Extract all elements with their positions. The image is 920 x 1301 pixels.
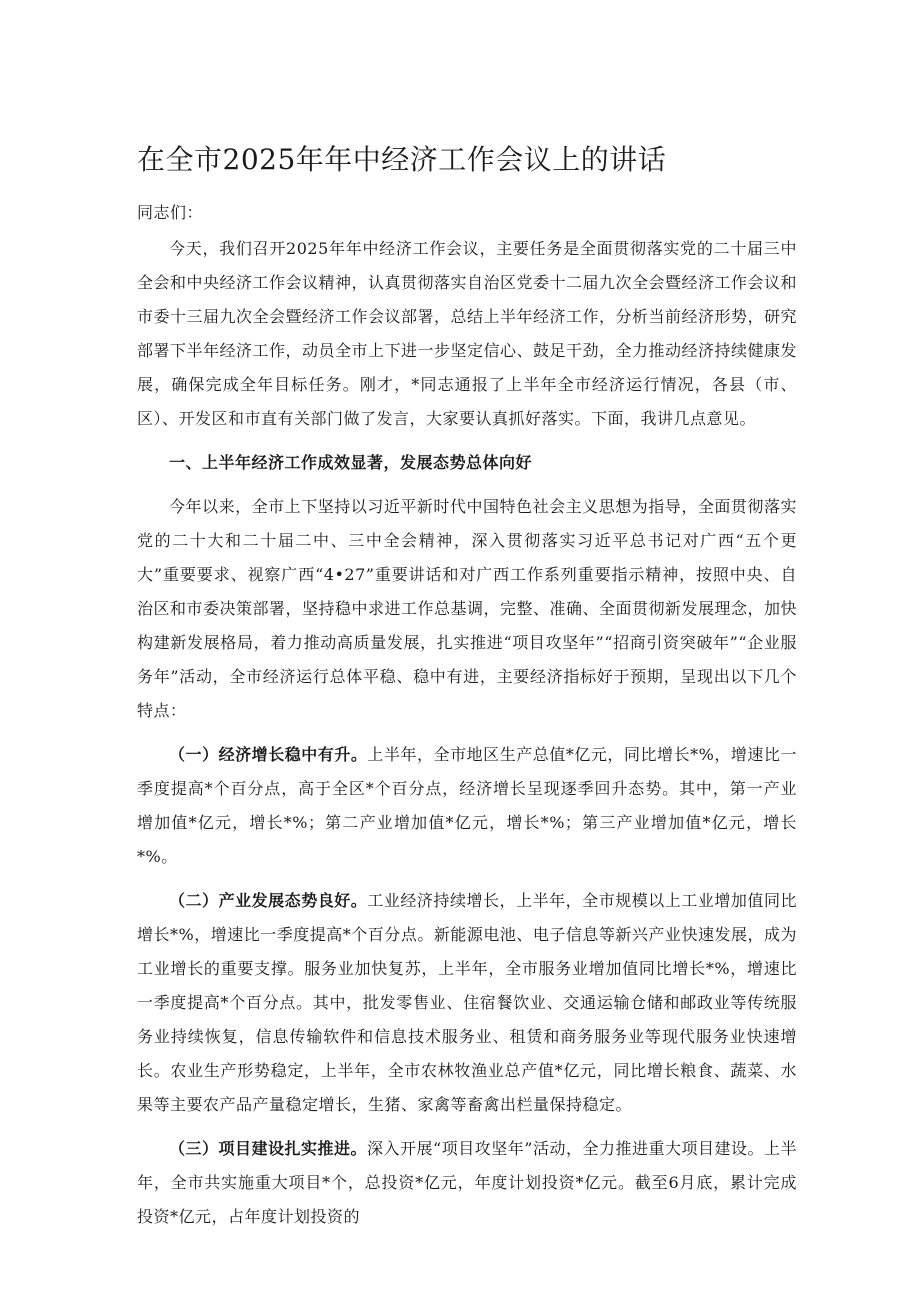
point-text-3: 深入开展“项目攻坚年”活动，全力推进重大项目建设。上半年，全市共实施重大项目*个，总投资*亿元，年度计划投资*亿元。截至6月底，累计完成投资*亿元，占年度计划投资的 <box>137 1139 797 1226</box>
point-heading-2: （二）产业发展态势良好。 <box>169 891 368 910</box>
intro-paragraph: 今天，我们召开2025年年中经济工作会议，主要任务是全面贯彻落实党的二十届三中全会和中央经济工作会议精神，认真贯彻落实自治区党委十二届九次全会暨经济工作会议和市委十三届九次全会暨经济工作会议部署，总结上半年经济工作，分析当前经济形势，研究部署下半年经济工作，动员全市上下进一步坚定信心、鼓足干劲，全力推动经济持续健康发展，确保完成全年目标任务。刚才，*同志通报了上半年全市经济运行情况，各县（市、区）、开发区和市直有关部门做了发言，大家要认真抓好落实。下面，我讲几点意见。 <box>137 239 798 428</box>
section-heading-1: 一、上半年经济工作成效显著，发展态势总体向好 <box>169 453 533 472</box>
document-body <box>137 196 797 1234</box>
point-paragraph-3 <box>137 1132 797 1234</box>
point-text-2: 工业经济持续增长，上半年，全市规模以上工业增加值同比增长*%，增速比一季度提高*个百分点。新能源电池、电子信息等新兴产业快速发展，成为工业增长的重要支撑。服务业加快复苏，上半年，全市服务业增加值同比增长*%，增速比一季度提高*个百分点。其中，批发零售业、住宿餐饮业、交通运输仓储和邮政业等传统服务业持续恢复，信息传输软件和信息技术服务业、租赁和商务服务业等现代服务业快速增长。农业生产形势稳定，上半年，全市农林牧渔业总产值*亿元，同比增长粮食、蔬菜、水果等主要农产品产量稳定增长，生猪、家禽等畜禽出栏量保持稳定。 <box>137 891 797 1114</box>
point-text-1: 上半年，全市地区生产总值*亿元，同比增长*%，增速比一季度提高*个百分点，高于全区*个百分点，经济增长呈现逐季回升态势。其中，第一产业增加值*亿元，增长*%；第二产业增加值*亿元，增长*%；第三产业增加值*亿元，增长*%。 <box>137 745 797 866</box>
document-title: 在全市2025年年中经济工作会议上的讲话 <box>137 143 667 176</box>
salutation: 同志们： <box>137 203 204 222</box>
point-heading-3: （三）项目建设扎实推进。 <box>169 1139 368 1158</box>
point-paragraph-2 <box>137 884 797 1122</box>
point-heading-1: （一）经济增长稳中有升。 <box>169 745 368 764</box>
point-paragraph-1 <box>137 738 797 874</box>
section-1-intro-paragraph: 今年以来，全市上下坚持以习近平新时代中国特色社会主义思想为指导，全面贯彻落实党的二十大和二十届二中、三中全会精神，深入贯彻落实习近平总书记对广西“五个更大”重要要求、视察广西“4•27”重要讲话和对广西工作系列重要指示精神，按照中央、自治区和市委决策部署，坚持稳中求进工作总基调，完整、准确、全面贯彻新发展理念，加快构建新发展格局，着力推动高质量发展，扎实推进“项目攻坚年”“招商引资突破年”“企业服务年”活动，全市经济运行总体平稳、稳中有进，主要经济指标好于预期，呈现出以下几个特点： <box>137 497 798 720</box>
